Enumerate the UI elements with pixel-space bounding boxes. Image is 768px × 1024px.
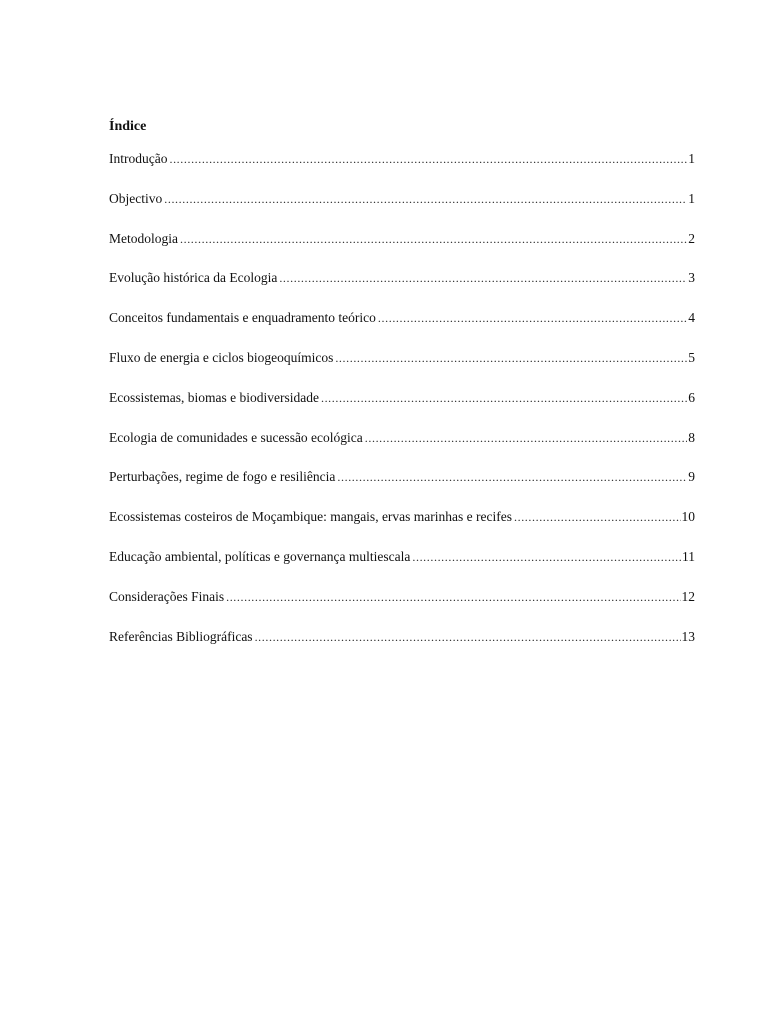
toc-entry[interactable] (109, 628, 695, 668)
toc-dot-leader (279, 269, 687, 287)
toc-dot-leader (164, 190, 687, 208)
toc-entry-page: 1 (688, 190, 695, 206)
toc-entry[interactable] (109, 150, 695, 190)
toc-entry-page: 13 (681, 628, 695, 644)
toc-dot-leader (412, 548, 681, 566)
toc-entry-label: Considerações Finais (109, 588, 225, 604)
toc-entry-label: Referências Bibliográficas (109, 628, 253, 644)
toc-entry-label: Conceitos fundamentais e enquadramento teórico (109, 310, 376, 326)
toc-entry-page: 1 (688, 151, 695, 166)
toc-dot-leader (514, 508, 681, 526)
toc-entry-page: 12 (681, 588, 695, 604)
toc-entry-page: 6 (688, 389, 695, 405)
toc-entry-label: Metodologia (109, 230, 178, 246)
toc-list (109, 150, 695, 667)
toc-dot-leader (255, 628, 681, 646)
toc-entry[interactable] (109, 230, 695, 270)
toc-entry[interactable] (109, 389, 695, 429)
toc-entry-label: Perturbações, regime de fogo e resiliência (109, 469, 336, 485)
toc-title: Índice (109, 119, 147, 134)
toc-dot-leader (378, 309, 687, 327)
toc-entry-page: 11 (682, 548, 695, 564)
toc-entry-page: 3 (688, 270, 695, 286)
toc-entry[interactable] (109, 548, 695, 588)
toc-dot-leader (335, 349, 687, 367)
toc-dot-leader (337, 468, 687, 486)
toc-entry[interactable] (109, 429, 695, 469)
toc-dot-leader (180, 230, 687, 248)
toc-entry-label: Evolução histórica da Ecologia (109, 270, 278, 286)
toc-dot-leader (226, 588, 680, 606)
toc-entry-label: Educação ambiental, políticas e governança multiescala (109, 548, 411, 564)
toc-entry-page: 2 (688, 230, 695, 246)
toc-entry[interactable] (109, 468, 695, 508)
toc-entry-label: Ecologia de comunidades e sucessão ecológica (109, 429, 363, 445)
toc-dot-leader (321, 389, 687, 407)
toc-entry-label: Objectivo (109, 190, 163, 206)
toc-entry-page: 5 (688, 349, 695, 365)
toc-entry[interactable] (109, 269, 695, 309)
toc-entry[interactable] (109, 508, 695, 548)
toc-dot-leader (365, 429, 687, 447)
toc-entry-page: 4 (688, 310, 695, 326)
toc-entry[interactable] (109, 349, 695, 389)
toc-entry[interactable] (109, 309, 695, 349)
toc-entry[interactable] (109, 190, 695, 230)
toc-entry-page: 10 (681, 509, 695, 525)
toc-dot-leader (169, 150, 687, 168)
toc-entry[interactable] (109, 588, 695, 628)
toc-entry-label: Introdução (109, 151, 168, 166)
toc-entry-label: Ecossistemas, biomas e biodiversidade (109, 389, 319, 405)
toc-entry-label: Ecossistemas costeiros de Moçambique: mangais, ervas marinhas e recifes (109, 509, 512, 525)
toc-entry-page: 9 (688, 469, 695, 485)
toc-entry-label: Fluxo de energia e ciclos biogeoquímicos (109, 349, 334, 365)
toc-entry-page: 8 (688, 429, 695, 445)
